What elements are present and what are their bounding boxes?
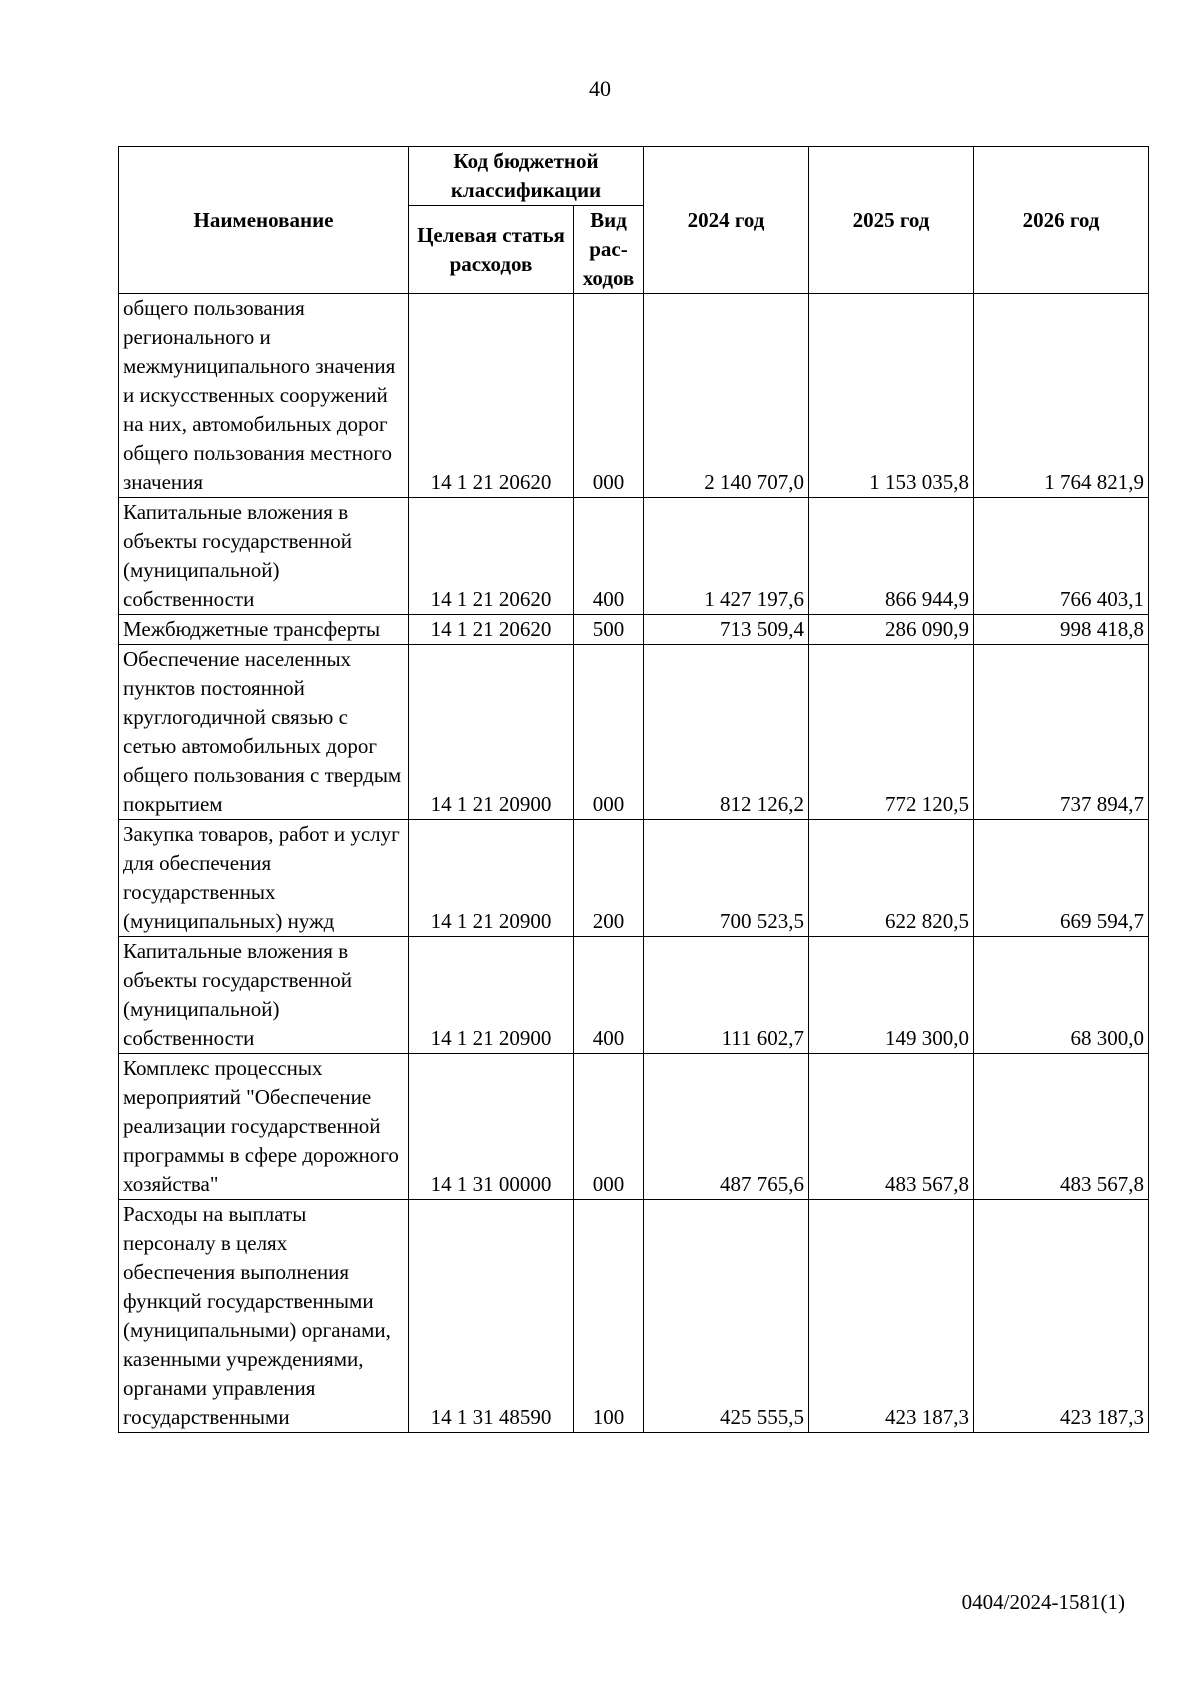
row-value-2026: 669 594,7 xyxy=(974,820,1149,937)
document-code: 0404/2024-1581(1) xyxy=(961,1590,1125,1614)
row-value-2024: 2 140 707,0 xyxy=(644,294,809,498)
row-expense-type: 400 xyxy=(574,498,644,615)
row-value-2025: 772 120,5 xyxy=(809,645,974,820)
row-expense-type: 200 xyxy=(574,820,644,937)
row-value-2024: 487 765,6 xyxy=(644,1054,809,1200)
header-year-2025: 2025 год xyxy=(809,147,974,294)
row-value-2026: 737 894,7 xyxy=(974,645,1149,820)
table-row xyxy=(119,498,1149,615)
row-value-2025: 149 300,0 xyxy=(809,937,974,1054)
row-value-2026: 423 187,3 xyxy=(974,1200,1149,1433)
row-expense-type: 000 xyxy=(574,645,644,820)
row-expense-type: 100 xyxy=(574,1200,644,1433)
row-value-2026: 483 567,8 xyxy=(974,1054,1149,1200)
row-value-2025: 1 153 035,8 xyxy=(809,294,974,498)
row-target-article: 14 1 31 00000 xyxy=(409,1054,574,1200)
row-name: Закупка товаров, работ и услуг для обеспечения государственных (муниципальных) нужд xyxy=(119,820,409,937)
table-row xyxy=(119,1200,1149,1433)
table-row xyxy=(119,645,1149,820)
table-row xyxy=(119,1054,1149,1200)
row-target-article: 14 1 21 20900 xyxy=(409,820,574,937)
header-expense-type: Вид рас-ходов xyxy=(574,206,644,294)
row-target-article: 14 1 21 20620 xyxy=(409,294,574,498)
row-name: Капитальные вложения в объекты государственной (муниципальной) собственности xyxy=(119,498,409,615)
row-target-article: 14 1 21 20620 xyxy=(409,498,574,615)
row-value-2024: 111 602,7 xyxy=(644,937,809,1054)
row-expense-type: 000 xyxy=(574,294,644,498)
header-target-article: Целевая статья расходов xyxy=(409,206,574,294)
row-expense-type: 500 xyxy=(574,615,644,645)
row-value-2026: 998 418,8 xyxy=(974,615,1149,645)
row-value-2026: 766 403,1 xyxy=(974,498,1149,615)
row-target-article: 14 1 21 20900 xyxy=(409,937,574,1054)
row-value-2025: 423 187,3 xyxy=(809,1200,974,1433)
row-value-2025: 866 944,9 xyxy=(809,498,974,615)
row-expense-type: 400 xyxy=(574,937,644,1054)
table-body xyxy=(119,294,1149,1433)
page-number: 40 xyxy=(589,76,611,101)
row-name: Межбюджетные трансферты xyxy=(119,615,409,645)
row-value-2026: 68 300,0 xyxy=(974,937,1149,1054)
row-expense-type: 000 xyxy=(574,1054,644,1200)
header-budget-code: Код бюджетной классификации xyxy=(409,147,644,206)
row-target-article: 14 1 21 20620 xyxy=(409,615,574,645)
row-value-2024: 425 555,5 xyxy=(644,1200,809,1433)
row-value-2025: 483 567,8 xyxy=(809,1054,974,1200)
row-value-2025: 622 820,5 xyxy=(809,820,974,937)
row-value-2025: 286 090,9 xyxy=(809,615,974,645)
row-value-2024: 713 509,4 xyxy=(644,615,809,645)
table-row xyxy=(119,937,1149,1054)
row-value-2024: 700 523,5 xyxy=(644,820,809,937)
budget-table xyxy=(118,146,1149,1433)
table-header xyxy=(119,147,1149,294)
row-value-2026: 1 764 821,9 xyxy=(974,294,1149,498)
table-row xyxy=(119,294,1149,498)
header-year-2024: 2024 год xyxy=(644,147,809,294)
row-name: Расходы на выплаты персоналу в целях обеспечения выполнения функций государственными (муниципальными) органами, казенными учреждениями, органами управления государственными xyxy=(119,1200,409,1433)
row-target-article: 14 1 21 20900 xyxy=(409,645,574,820)
table-row xyxy=(119,615,1149,645)
row-name: Капитальные вложения в объекты государственной (муниципальной) собственности xyxy=(119,937,409,1054)
header-year-2026: 2026 год xyxy=(974,147,1149,294)
row-name: Комплекс процессных мероприятий "Обеспечение реализации государственной программы в сфере дорожного хозяйства" xyxy=(119,1054,409,1200)
row-value-2024: 1 427 197,6 xyxy=(644,498,809,615)
header-name: Наименование xyxy=(119,147,409,294)
row-value-2024: 812 126,2 xyxy=(644,645,809,820)
row-name: общего пользования регионального и межмуниципального значения и искусственных сооружений на них, автомобильных дорог общего пользования местного значения xyxy=(119,294,409,498)
row-name: Обеспечение населенных пунктов постоянной круглогодичной связью с сетью автомобильных дорог общего пользования с твердым покрытием xyxy=(119,645,409,820)
table-row xyxy=(119,820,1149,937)
row-target-article: 14 1 31 48590 xyxy=(409,1200,574,1433)
